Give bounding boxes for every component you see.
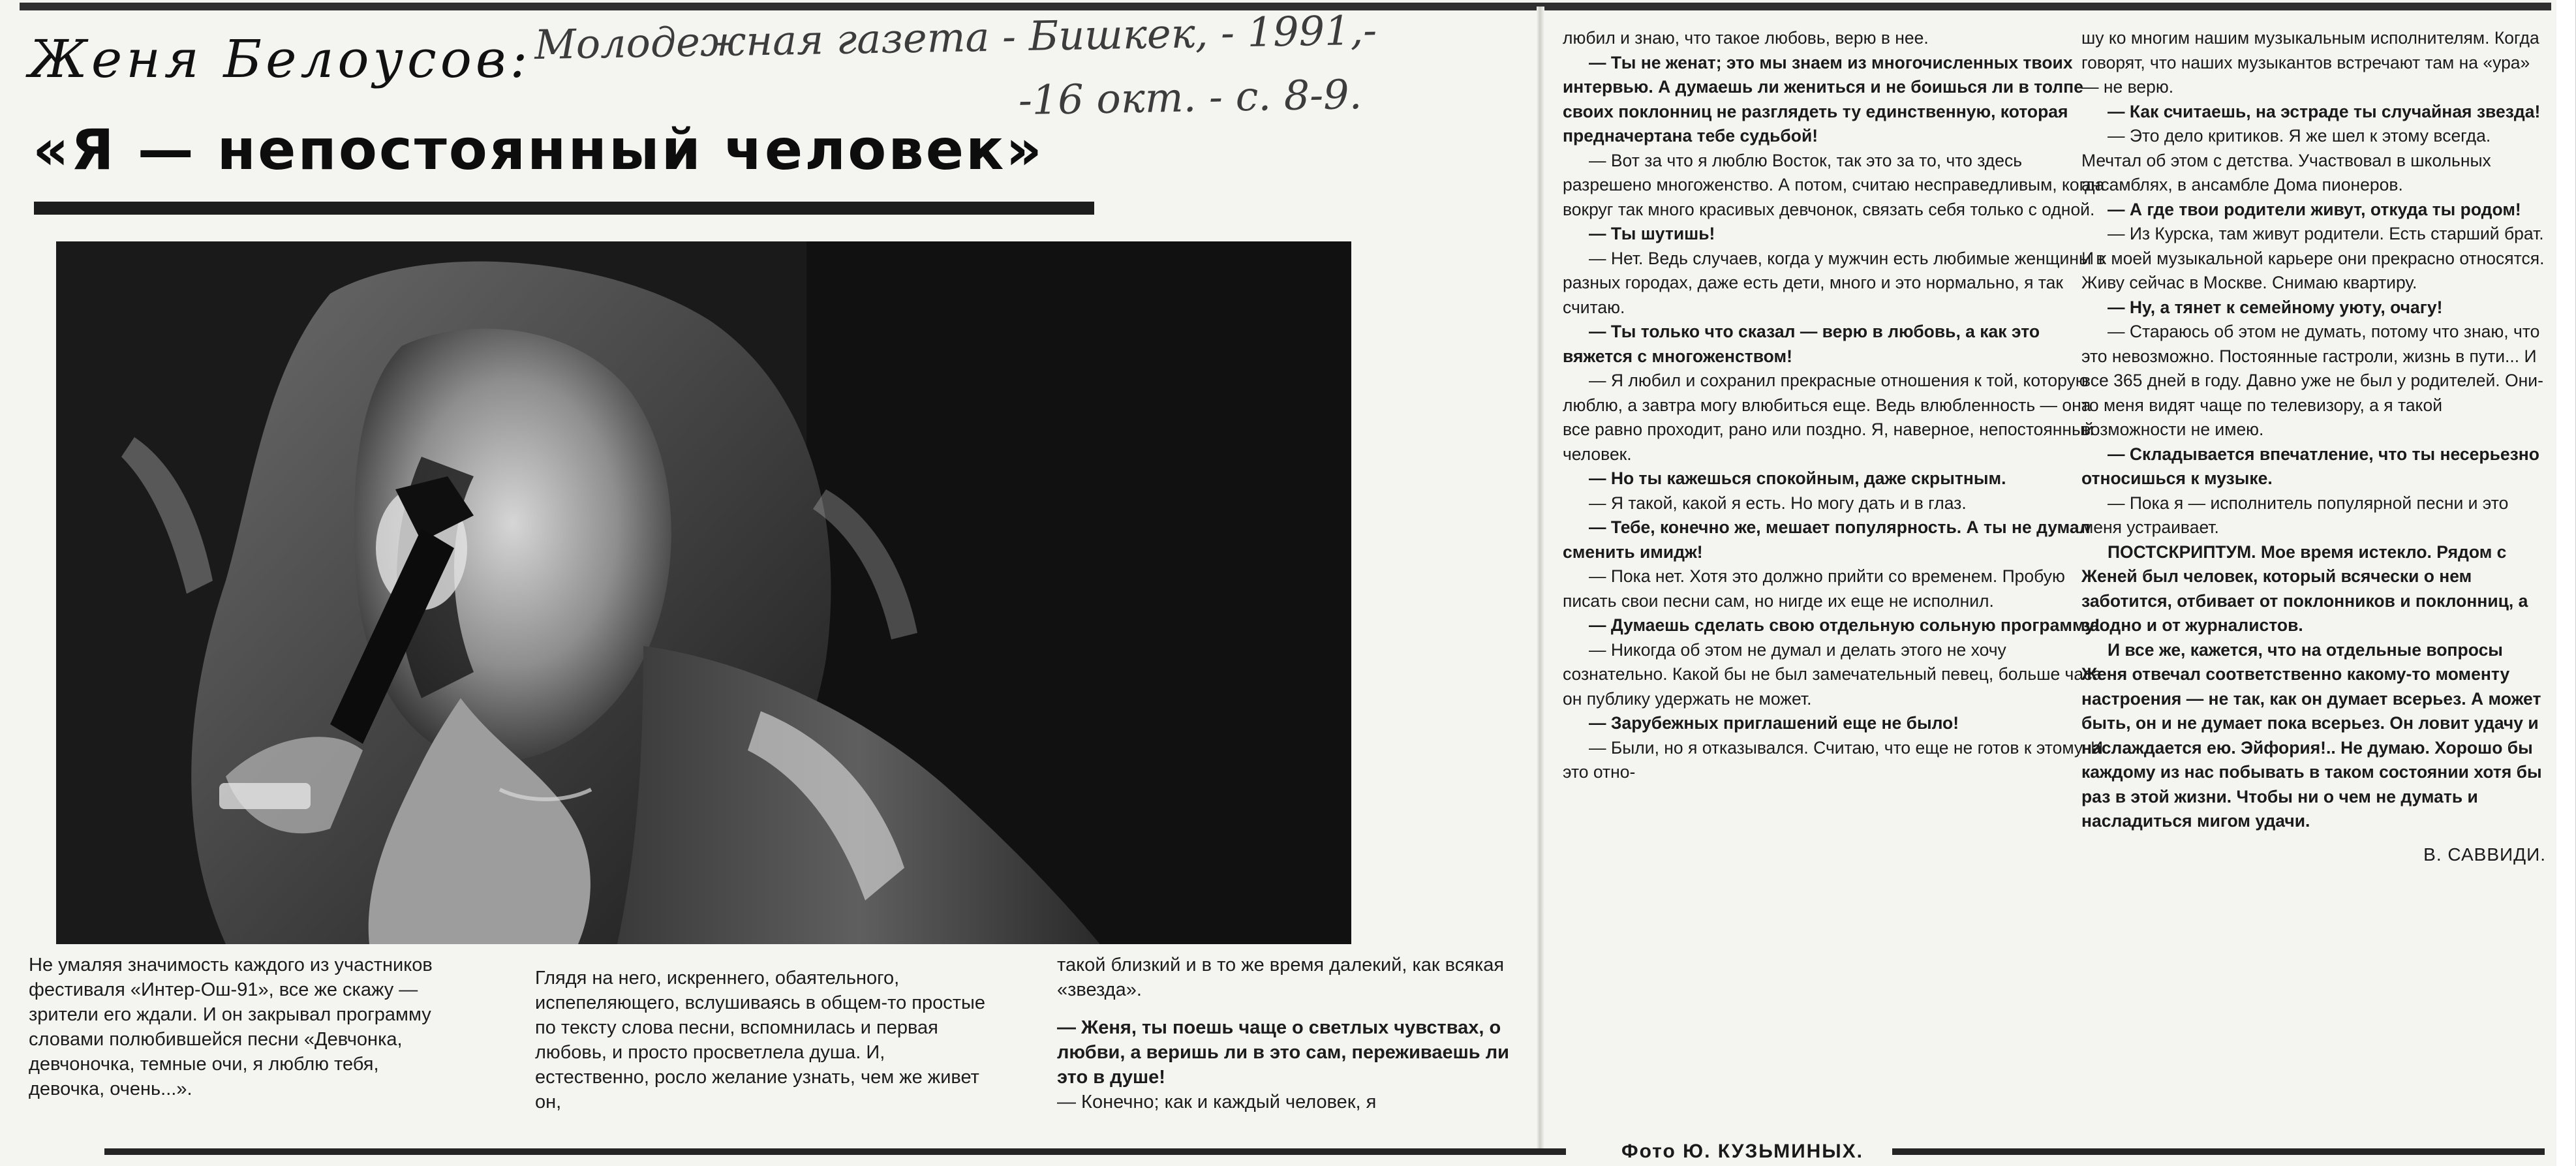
intro-lead: такой близкий и в то же время далекий, как всякая «звезда». (1057, 955, 1505, 1000)
qa-question: — Как считаешь, на эстраде ты случайная звезда! (2108, 101, 2541, 121)
handwritten-line-1: Молодежная газета - Бишкек, - 1991,- (534, 6, 1377, 69)
intro-column-3 (1057, 953, 1514, 1114)
headline-rule (34, 202, 1094, 215)
interview-answer-first: — Конечно; как и каждый человек, я (1057, 1092, 1377, 1112)
qa-question: — А где твои родители живут, откуда ты родом! (2108, 199, 2521, 219)
qa-question: — Но ты кажешься спокойным, даже скрытным. (1589, 468, 2006, 488)
qa-answer: — Никогда об этом не думал и делать этого не хочу сознательно. Какой бы не был замечательный певец, больше часа он публику удержать не может. (1563, 639, 2102, 709)
headline: «Я — непостоянный человек» (33, 117, 1044, 183)
qa-answer: — Это дело критиков. Я же шел к этому всегда. Мечтал об этом с детства. Участвовал в школьных ансамблях, в ансамбле Дома пионеров. (2081, 126, 2491, 194)
photo-credit: Фото Ю. КУЗЬМИНЫХ. (1615, 1141, 1870, 1163)
qa-answer: — Нет. Ведь случаев, когда у мужчин есть любимые женщины в разных городах, даже есть дети, много и это нормально, я так считаю. (1563, 248, 2106, 317)
wristwatch (219, 783, 311, 809)
qa-answer: — Пока нет. Хотя это должно прийти со временем. Пробую писать свои песни сам, но нигде их еще не исполнил. (1563, 566, 2065, 611)
qa-paragraph: шу ко многим нашим музыкальным исполнителям. Когда говорят, что наших музыкантов встречают там на «ура» — не верю. (2081, 28, 2539, 97)
bottom-rule-right (1892, 1148, 2545, 1155)
intro-column-2: Глядя на него, искреннего, обаятельного, испепеляющего, вслушиваясь в общем-то простые по тексту слова песни, вспомнилась и первая любовь, и просто просветлела душа. И, естественно, росло желание узнать, чем же живет он, (535, 968, 985, 1112)
qa-question: — Думаешь сделать свою отдельную сольную программу! (1589, 615, 2100, 635)
author-signature: В. САВВИДИ. (2423, 844, 2546, 865)
qa-answer: — Стараюсь об этом не думать, потому что знаю, что это невозможно. Постоянные гастроли, жизнь в пути... И все 365 дней в году. Давно уже не был у родителей. Они-то меня видят чаще по телевизору, а я такой возможности не имею. (2081, 322, 2543, 439)
qa-question: — Ты шутишь! (1589, 224, 1715, 243)
qa-paragraph: любил и знаю, что такое любовь, верю в нее. (1563, 28, 1929, 48)
qa-question: — Зарубежных приглашений еще не было! (1589, 713, 1959, 733)
qa-question: — Тебе, конечно же, мешает популярность. А ты не думал сменить имидж! (1563, 517, 2091, 562)
qa-question: — Складывается впечатление, что ты несерьезно относишься к музыке. (2081, 444, 2539, 488)
page-fold (1537, 7, 1544, 1148)
qa-answer: — Были, но я отказывался. Считаю, что еще не готов к этому. И это отно- (1563, 737, 2104, 782)
postscript-paragraph: И все же, кажется, что на отдельные вопросы Женя отвечал соответственно какому-то моменту настроения — не так, как он думает всерьез. А может быть, он и не думает пока всерьез. Он ловит удачу и наслаждается ею. Эйфория!.. Не думаю. Хорошо бы каждому из нас побывать в таком состоянии хотя бы раз в этой жизни. Чтобы ни о чем не думать и насладиться мигом удачи. (2081, 639, 2542, 831)
qa-question: — Ну, а тянет к семейному уюту, очагу! (2108, 297, 2443, 317)
qa-answer: — Я такой, какой я есть. Но могу дать и в глаз. (1589, 493, 1967, 513)
qa-answer: — Пока я — исполнитель популярной песни и это меня устраивает. (2081, 493, 2509, 537)
qa-question: — Ты только что сказал — верю в любовь, а как это вяжется с многоженством! (1563, 322, 2040, 366)
bottom-rule-left (104, 1148, 1566, 1155)
intro-column-1: Не умаляя значимость каждого из участников фестиваля «Интер-Ош-91», все же скажу — зрители его ждали. И он закрывал программу словами полюбившейся песни «Девчонка, девчоночка, темные очи, я люблю тебя, девочка, очень...». (29, 955, 433, 1099)
singer-photo (56, 241, 1351, 944)
interview-column-2 (2081, 26, 2546, 1135)
singer-photo-image (56, 241, 1351, 944)
qa-answer: — Я любил и сохранил прекрасные отношения к той, которую люблю, а завтра могу влюбиться еще. Ведь влюбленность — она все равно проходит, рано или поздно. Я, наверное, непостоянный человек. (1563, 371, 2094, 464)
clipping-edge (2556, 0, 2576, 1166)
author-kicker: Женя Белоусов: (29, 29, 532, 89)
qa-answer: — Вот за что я люблю Восток, так это за то, что здесь разрешено многоженство. А потом, считаю несправедливым, когда вокруг так много красивых девчонок, связать себя только с одной. (1563, 150, 2105, 219)
interview-column-1 (1563, 26, 2111, 1135)
postscript-paragraph: ПОСТСКРИПТУМ. Мое время истекло. Рядом с Женей был человек, который всячески о нем заботится, отбивает от поклонников и поклонниц, а заодно и от журналистов. (2081, 542, 2528, 635)
interview-question-first: — Женя, ты поешь чаще о светлых чувствах, о любви, а веришь ли в это сам, переживаешь ли это в душе! (1057, 1017, 1509, 1088)
qa-question: — Ты не женат; это мы знаем из многочисленных твоих интервью. А думаешь ли жениться и не боишься ли в толпе своих поклонниц не разглядеть ту единственную, которая предначертана тебе судьбой! (1563, 52, 2083, 146)
qa-answer: — Из Курска, там живут родители. Есть старший брат. И к моей музыкальной карьере они прекрасно относятся. Живу сейчас в Москве. Снимаю квартиру. (2081, 224, 2545, 292)
handwritten-line-2: -16 окт. - с. 8-9. (1018, 70, 1362, 125)
